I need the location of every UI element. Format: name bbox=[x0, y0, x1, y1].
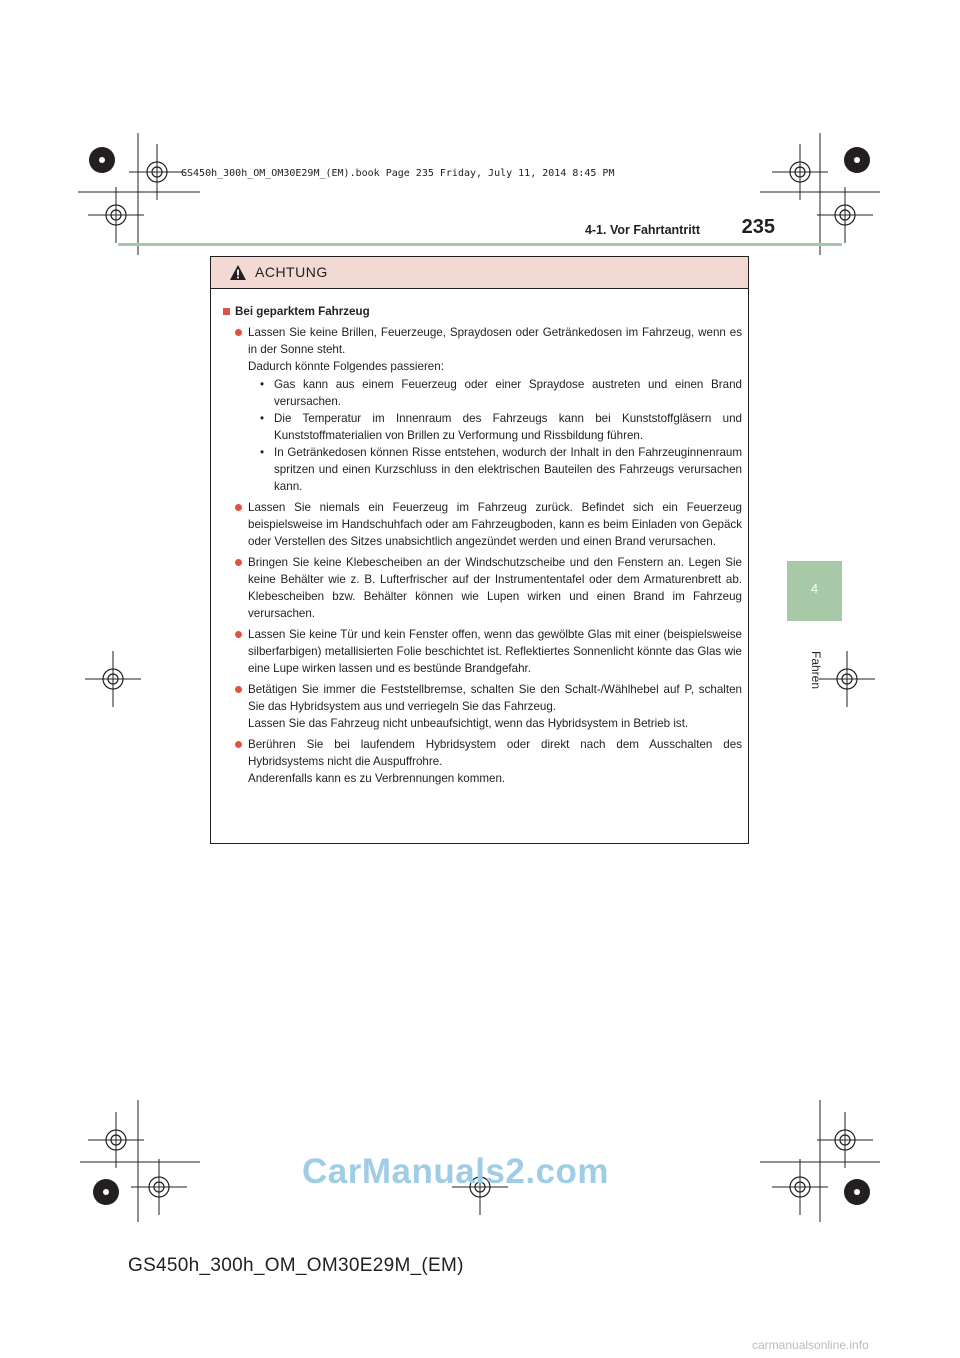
chapter-label-text: Fahren bbox=[809, 650, 823, 690]
footer-doc-id: GS450h_300h_OM_OM30E29M_(EM) bbox=[128, 1255, 464, 1276]
list-item bbox=[223, 736, 742, 787]
list-item-text: Lassen Sie keine Brillen, Feuerzeuge, Spraydosen oder Getränkedosen im Fahrzeug, wenn es in der Sonne steht. bbox=[248, 326, 742, 356]
square-bullet-icon bbox=[223, 308, 230, 315]
warning-heading-text: Bei geparktem Fahrzeug bbox=[235, 305, 370, 318]
print-stamp: GS450h_300h_OM_OM30E29M_(EM).book Page 235 Friday, July 11, 2014 8:45 PM bbox=[181, 168, 615, 179]
bullet-dot-icon bbox=[235, 329, 242, 336]
list-item-text: Lassen Sie niemals ein Feuerzeug im Fahrzeug zurück. Befindet sich ein Feuerzeug beispielsweise im Handschuhfach oder am Fahrzeugboden, kann es beim Einladen von Gepäck oder Verstellen des Sitzes unabsichtlich angezündet werden und einen Brand verursachen. bbox=[248, 501, 742, 548]
warning-triangle-icon bbox=[229, 264, 247, 281]
header-divider bbox=[118, 243, 842, 246]
warning-header bbox=[211, 257, 748, 289]
list-item-text: Dadurch könnte Folgendes passieren: bbox=[248, 360, 444, 373]
watermark-text: CarManuals2.com bbox=[302, 1152, 610, 1191]
sub-list-item: • Gas kann aus einem Feuerzeug oder einer Spraydose austreten und einen Brand verursachen. bbox=[260, 378, 742, 408]
list-item bbox=[223, 324, 742, 495]
watermark-text-small: carmanualsonline.info bbox=[752, 1338, 869, 1352]
list-item-text: Lassen Sie keine Tür und kein Fenster offen, wenn das gewölbte Glas mit einer (beispielsweise silberfarbigen) metallisierten Folie beschichtet ist. Reflektiertes Sonnenlicht könnte das Glas wie eine Lupe wirken lassen und es bestünde Brandgefahr. bbox=[248, 628, 742, 675]
bullet-dot-icon bbox=[235, 504, 242, 511]
warning-body bbox=[211, 289, 748, 787]
bullet-dot-icon bbox=[235, 559, 242, 566]
chapter-label bbox=[806, 640, 826, 700]
sub-list-item: • Die Temperatur im Innenraum des Fahrzeugs kann bei Kunststoffgläsern und Kunststoffmaterialien von Brillen zu Verformung und Rissbildung führen. bbox=[260, 412, 742, 442]
sub-list bbox=[248, 376, 742, 495]
warning-heading bbox=[223, 303, 742, 320]
list-item-text: Bringen Sie keine Klebescheiben an der Windschutzscheibe und den Fenstern an. Legen Sie keine Behälter wie z. B. Lufterfrischer auf der Instrumententafel oder dem Armaturenbrett ab. Klebescheiben bzw. Behälter können wie Lupen wirken und einen Brand im Fahrzeug verursachen. bbox=[248, 556, 742, 620]
list-item bbox=[223, 554, 742, 622]
list-item bbox=[223, 681, 742, 732]
chapter-tab bbox=[787, 561, 842, 621]
list-item-text: Anderenfalls kann es zu Verbrennungen kommen. bbox=[248, 772, 506, 785]
list-item-text: Berühren Sie bei laufendem Hybridsystem oder direkt nach dem Ausschalten des Hybridsystems nicht die Auspuffrohre. bbox=[248, 738, 742, 768]
chapter-number: 4 bbox=[810, 581, 819, 596]
warning-box bbox=[210, 256, 749, 844]
list-item-text: Betätigen Sie immer die Feststellbremse, schalten Sie den Schalt-/Wählhebel auf P, schalten Sie das Hybridsystem aus und verriegeln Sie das Fahrzeug. bbox=[248, 683, 742, 713]
list-item-text: Lassen Sie das Fahrzeug nicht unbeaufsichtigt, wenn das Hybridsystem in Betrieb ist. bbox=[248, 717, 689, 730]
bullet-dot-icon bbox=[235, 686, 242, 693]
list-item bbox=[223, 626, 742, 677]
bullet-dot-icon bbox=[235, 741, 242, 748]
list-item bbox=[223, 499, 742, 550]
bullet-dot-icon bbox=[235, 631, 242, 638]
page-number: 235 bbox=[741, 216, 775, 238]
sub-list-item: • In Getränkedosen können Risse entstehen, wodurch der Inhalt in den Fahrzeuginnenraum spritzen und einen Kurzschluss in den elektrischen Bauteilen des Fahrzeugs verursachen kann. bbox=[260, 446, 742, 493]
warning-title: ACHTUNG bbox=[255, 264, 328, 280]
section-title: 4-1. Vor Fahrtantritt bbox=[584, 223, 700, 237]
